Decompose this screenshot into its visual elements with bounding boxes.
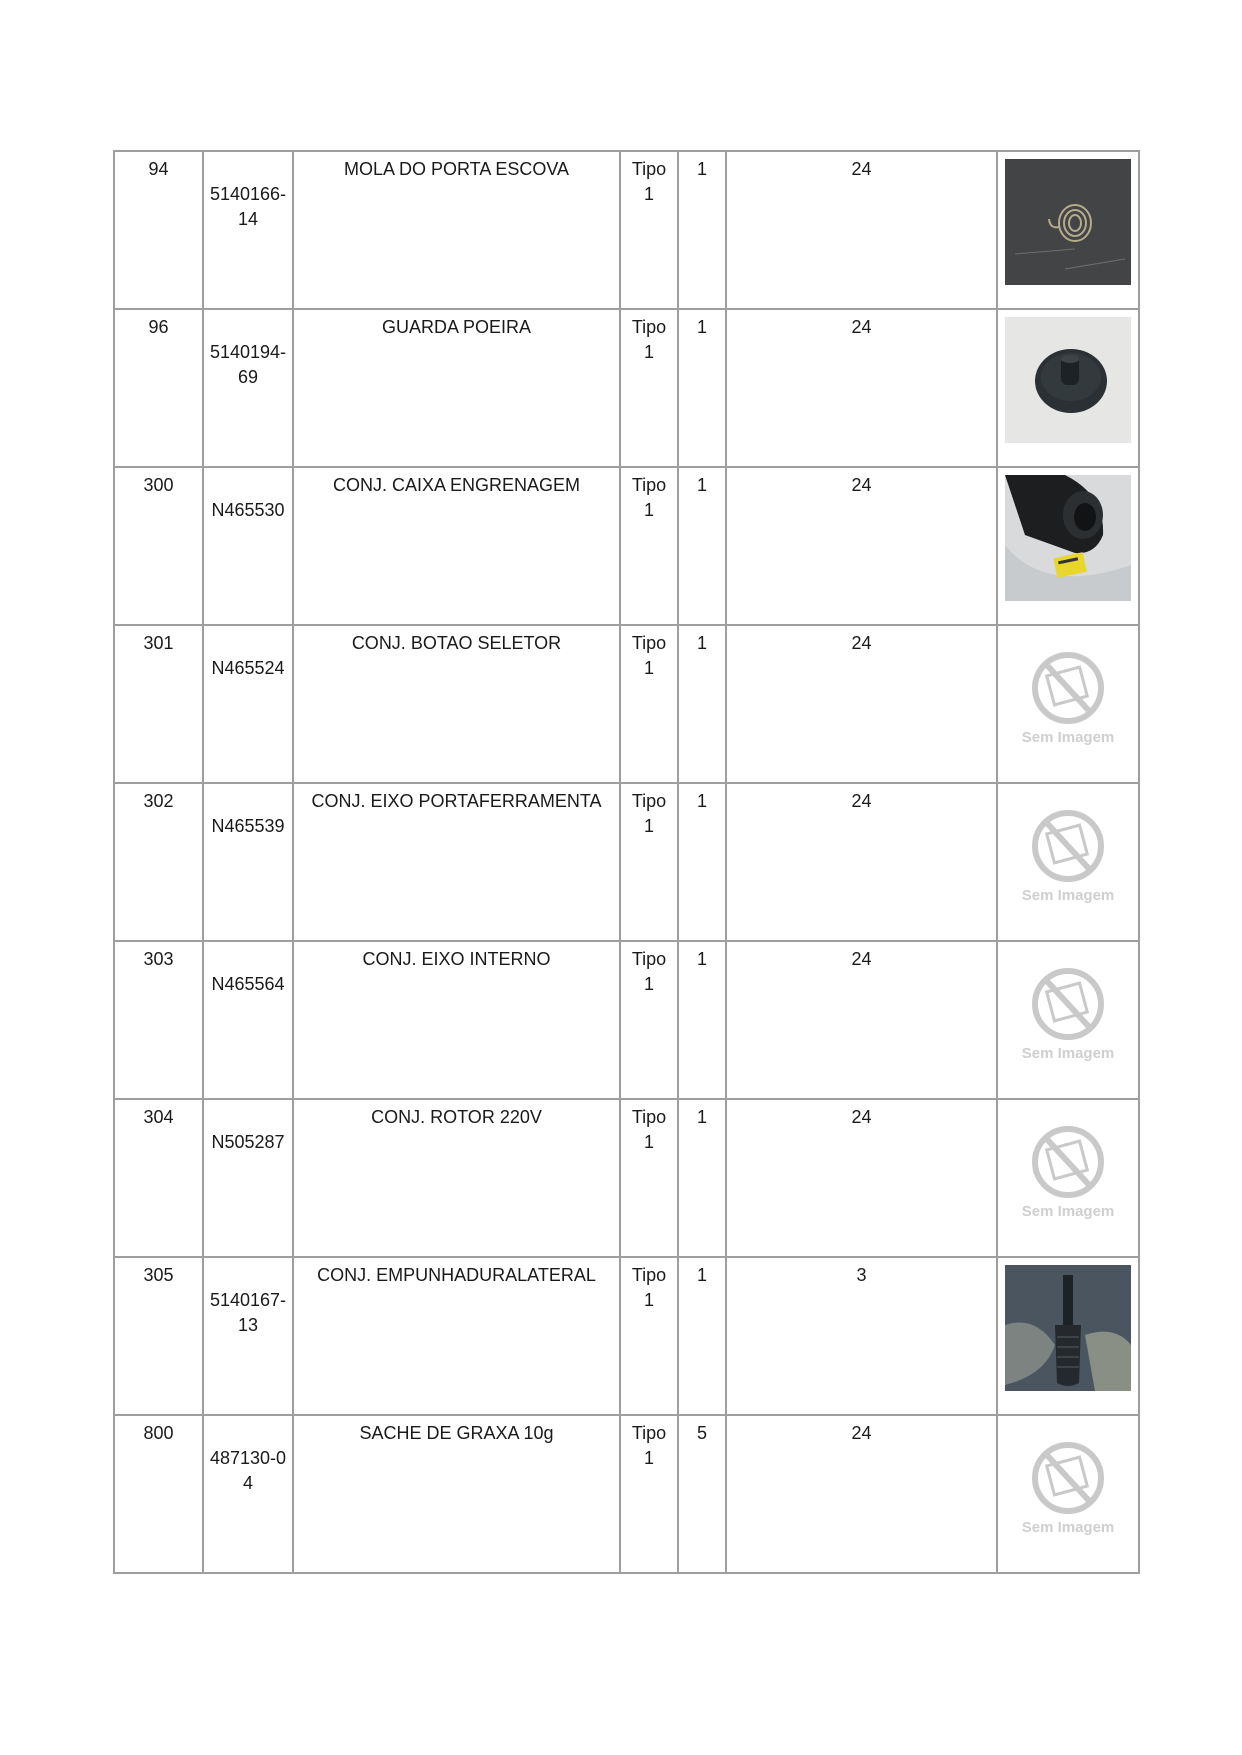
part-image-cell	[997, 1257, 1139, 1415]
quantity: 5	[678, 1415, 726, 1573]
warranty-months: 24	[726, 1415, 997, 1573]
quantity: 1	[678, 1257, 726, 1415]
table-row	[114, 467, 1139, 625]
no-image-label: Sem Imagem	[1021, 1519, 1115, 1536]
table-row	[114, 309, 1139, 467]
item-number: 94	[114, 151, 203, 309]
part-description: CONJ. EIXO INTERNO	[293, 941, 620, 1099]
part-description: CONJ. BOTAO SELETOR	[293, 625, 620, 783]
no-image-placeholder	[1005, 1107, 1131, 1233]
part-image-cell	[997, 309, 1139, 467]
table-row	[114, 941, 1139, 1099]
warranty-months: 24	[726, 1099, 997, 1257]
item-number: 96	[114, 309, 203, 467]
quantity: 1	[678, 467, 726, 625]
part-code: 5140166- 14	[203, 151, 293, 309]
part-description: MOLA DO PORTA ESCOVA	[293, 151, 620, 309]
part-image-cell	[997, 783, 1139, 941]
no-image-placeholder	[1005, 1423, 1131, 1549]
item-number: 304	[114, 1099, 203, 1257]
part-code: N465539	[203, 783, 293, 941]
part-description: CONJ. ROTOR 220V	[293, 1099, 620, 1257]
table-row	[114, 783, 1139, 941]
no-image-label: Sem Imagem	[1021, 729, 1115, 746]
quantity: 1	[678, 151, 726, 309]
part-type: Tipo 1	[620, 309, 678, 467]
item-number: 301	[114, 625, 203, 783]
parts-table	[113, 150, 1140, 1574]
no-image-placeholder	[1005, 633, 1131, 759]
table-row	[114, 1257, 1139, 1415]
part-type: Tipo 1	[620, 1099, 678, 1257]
quantity: 1	[678, 1099, 726, 1257]
part-description: CONJ. EIXO PORTAFERRAMENTA	[293, 783, 620, 941]
item-number: 302	[114, 783, 203, 941]
table-row	[114, 625, 1139, 783]
part-code: 5140167- 13	[203, 1257, 293, 1415]
part-type: Tipo 1	[620, 1257, 678, 1415]
part-description: SACHE DE GRAXA 10g	[293, 1415, 620, 1573]
item-number: 303	[114, 941, 203, 1099]
part-code: 487130-0 4	[203, 1415, 293, 1573]
no-image-placeholder	[1005, 949, 1131, 1075]
part-code: N505287	[203, 1099, 293, 1257]
spring-photo	[1005, 159, 1131, 285]
no-image-label: Sem Imagem	[1021, 887, 1115, 904]
warranty-months: 24	[726, 309, 997, 467]
part-type: Tipo 1	[620, 467, 678, 625]
dust-guard-photo	[1005, 317, 1131, 443]
part-image-cell	[997, 1099, 1139, 1257]
warranty-months: 24	[726, 151, 997, 309]
part-type: Tipo 1	[620, 151, 678, 309]
quantity: 1	[678, 309, 726, 467]
part-image-cell	[997, 1415, 1139, 1573]
table-row	[114, 1099, 1139, 1257]
part-code: 5140194- 69	[203, 309, 293, 467]
warranty-months: 24	[726, 783, 997, 941]
part-code: N465524	[203, 625, 293, 783]
part-type: Tipo 1	[620, 1415, 678, 1573]
gear-housing-photo	[1005, 475, 1131, 601]
item-number: 305	[114, 1257, 203, 1415]
item-number: 300	[114, 467, 203, 625]
part-description: CONJ. EMPUNHADURALATERAL	[293, 1257, 620, 1415]
part-type: Tipo 1	[620, 783, 678, 941]
part-image-cell	[997, 467, 1139, 625]
no-image-placeholder	[1005, 791, 1131, 917]
part-image-cell	[997, 941, 1139, 1099]
part-type: Tipo 1	[620, 941, 678, 1099]
part-code: N465564	[203, 941, 293, 1099]
part-code: N465530	[203, 467, 293, 625]
item-number: 800	[114, 1415, 203, 1573]
quantity: 1	[678, 941, 726, 1099]
warranty-months: 24	[726, 625, 997, 783]
warranty-months: 24	[726, 941, 997, 1099]
quantity: 1	[678, 783, 726, 941]
part-description: GUARDA POEIRA	[293, 309, 620, 467]
table-row	[114, 1415, 1139, 1573]
warranty-months: 24	[726, 467, 997, 625]
part-type: Tipo 1	[620, 625, 678, 783]
side-handle-photo	[1005, 1265, 1131, 1391]
part-image-cell	[997, 151, 1139, 309]
part-description: CONJ. CAIXA ENGRENAGEM	[293, 467, 620, 625]
part-image-cell	[997, 625, 1139, 783]
no-image-label: Sem Imagem	[1021, 1045, 1115, 1062]
warranty-months: 3	[726, 1257, 997, 1415]
no-image-label: Sem Imagem	[1021, 1203, 1115, 1220]
table-row	[114, 151, 1139, 309]
quantity: 1	[678, 625, 726, 783]
